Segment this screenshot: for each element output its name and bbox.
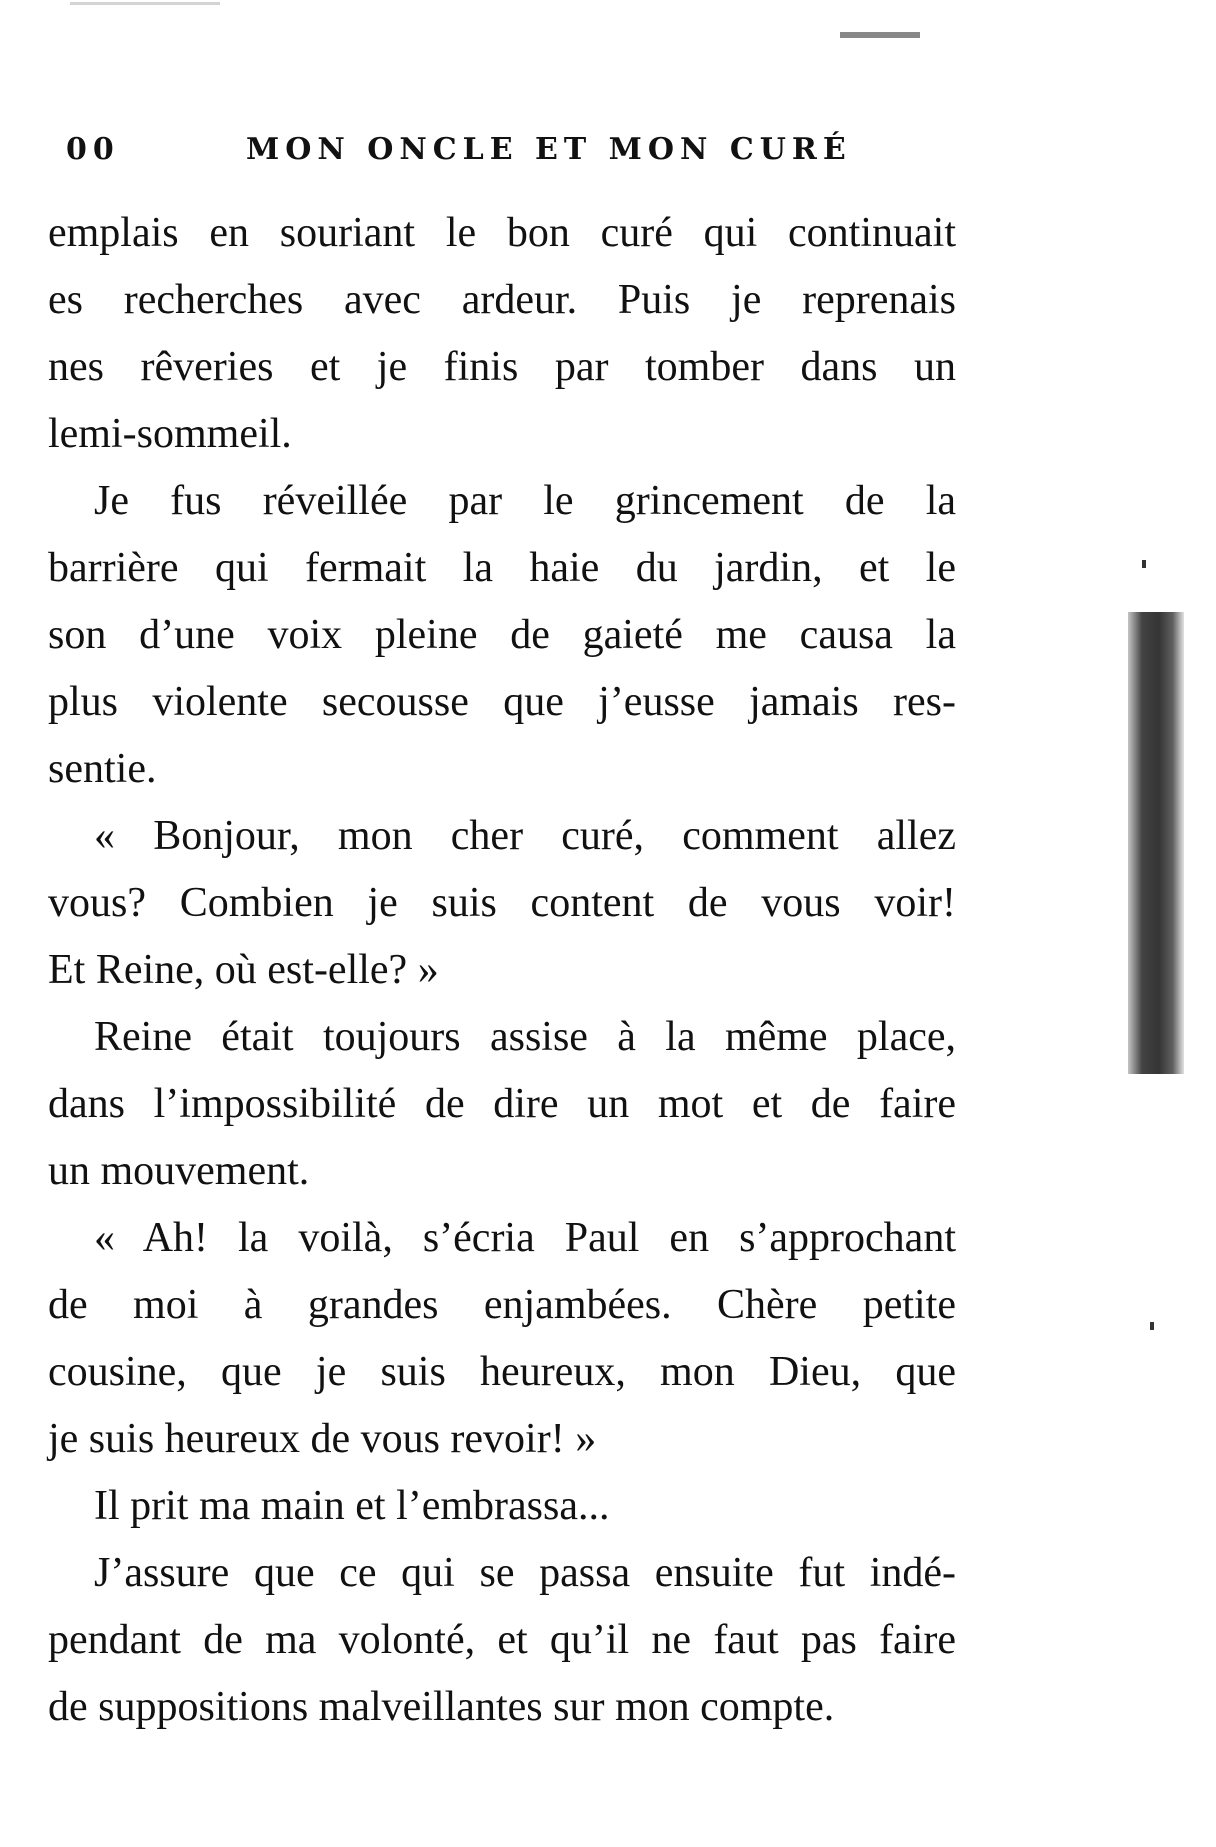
text-line: sentie.: [48, 746, 157, 792]
page-number: 00: [66, 132, 120, 167]
running-header: [66, 132, 966, 182]
text-line: de suppositions malveillantes sur mon compte.: [48, 1684, 835, 1730]
text-line: son d’une voix pleine de gaieté me causa la: [48, 612, 956, 658]
page-edge-shadow: [1128, 612, 1184, 1074]
text-line: « Ah! la voilà, s’écria Paul en s’approchant: [94, 1215, 956, 1261]
scan-artifact: [70, 2, 220, 5]
scan-speck: [1150, 1322, 1154, 1330]
text-line: Et Reine, où est-elle? »: [48, 947, 439, 993]
text-line: plus violente secousse que j’eusse jamais res-: [48, 679, 956, 725]
text-line: es recherches avec ardeur. Puis je reprenais: [48, 277, 956, 323]
text-line: cousine, que je suis heureux, mon Dieu, que: [48, 1349, 956, 1395]
text-line: Je fus réveillée par le grincement de la: [94, 478, 956, 524]
text-line: J’assure que ce qui se passa ensuite fut indé-: [94, 1550, 956, 1596]
body-text: [48, 200, 956, 1741]
text-line: dans l’impossibilité de dire un mot et de faire: [48, 1081, 956, 1127]
text-line: « Bonjour, mon cher curé, comment allez: [94, 813, 956, 859]
text-line: nes rêveries et je finis par tomber dans un: [48, 344, 956, 390]
text-line: je suis heureux de vous revoir! »: [48, 1416, 597, 1462]
text-line: pendant de ma volonté, et qu’il ne faut pas faire: [48, 1617, 956, 1663]
text-line: Reine était toujours assise à la même place,: [94, 1014, 956, 1060]
running-title: MON ONCLE ET MON CURÉ: [246, 132, 852, 167]
text-line: un mouvement.: [48, 1148, 310, 1194]
scan-speck: [1142, 560, 1146, 568]
text-line: Il prit ma main et l’embrassa...: [94, 1483, 610, 1529]
text-line: barrière qui fermait la haie du jardin, et le: [48, 545, 956, 591]
text-line: lemi-sommeil.: [48, 411, 292, 457]
scan-artifact: [840, 32, 920, 38]
text-line: emplais en souriant le bon curé qui continuait: [48, 210, 956, 256]
text-line: de moi à grandes enjambées. Chère petite: [48, 1282, 956, 1328]
text-line: vous? Combien je suis content de vous voir!: [48, 880, 956, 926]
